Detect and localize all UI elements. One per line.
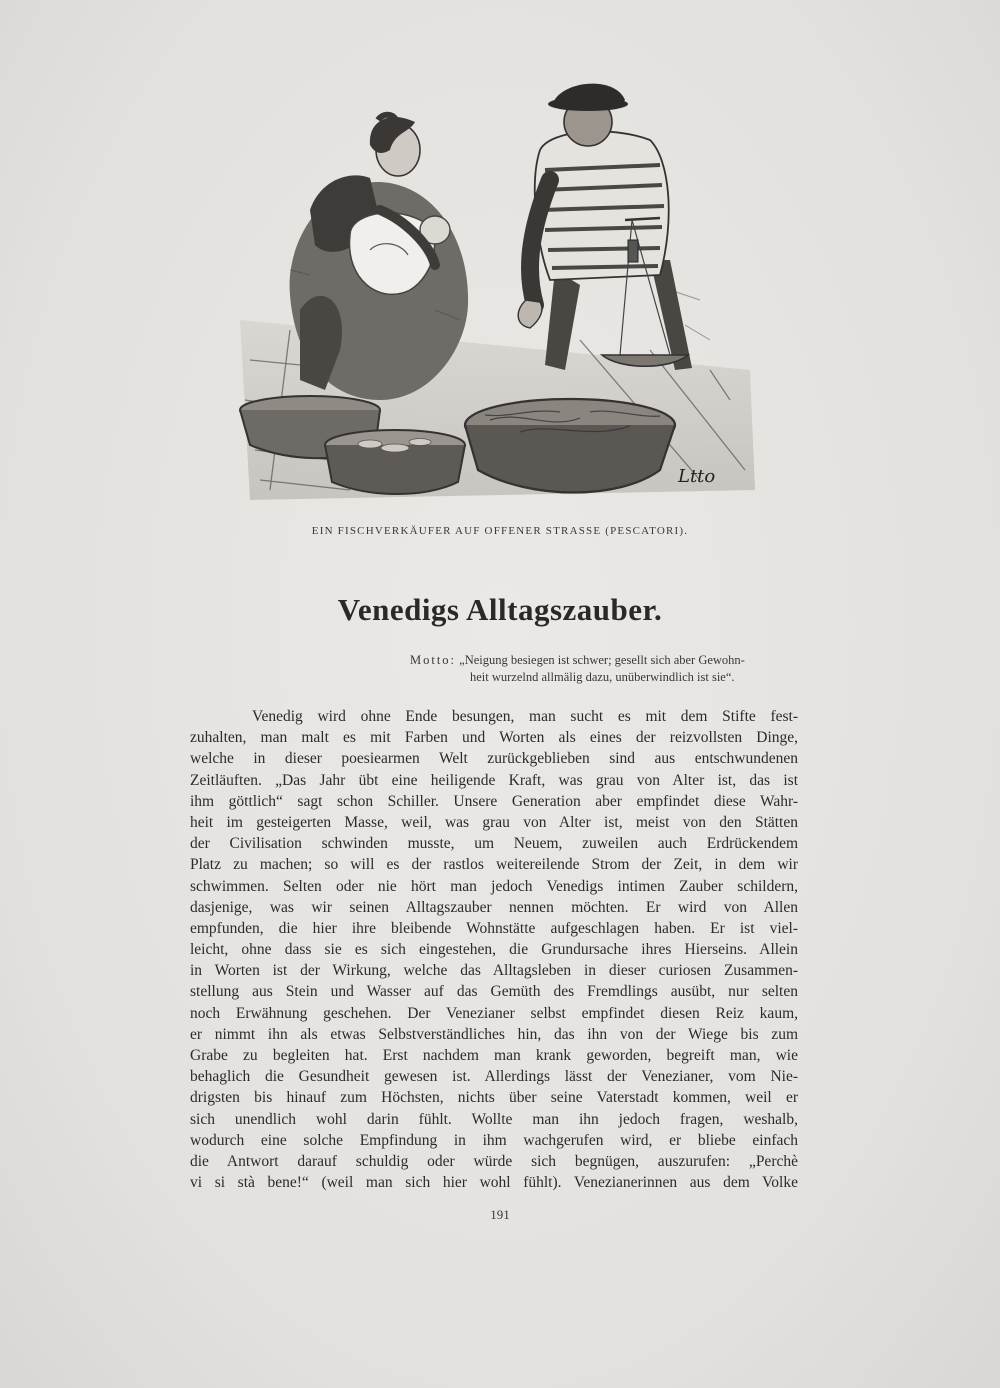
body-line: stellung aus Stein und Wasser auf das Gemüth des Fremdlings ausübt, nur selten	[190, 983, 798, 1001]
body-line: dasjenige, was wir seinen Alltagszauber nennen möchten. Er wird von Allen	[190, 898, 798, 916]
body-line: schwimmen. Selten oder nie hört man jedoch Venedigs intimen Zauber schildern,	[190, 877, 798, 895]
body-line: heit im gesteigerten Masse, weil, was grau von Alter ist, meist von den Stätten	[190, 813, 798, 831]
motto-line-1	[410, 652, 800, 669]
body-line: noch Erwähnung geschehen. Der Venezianer selbst empfindet diesen Reiz kaum,	[190, 1004, 798, 1022]
motto-label: Motto:	[410, 653, 457, 667]
motto-line-2: heit wurzelnd allmälig dazu, unüberwindlich ist sie“.	[470, 670, 735, 684]
body-line: Platz zu machen; so will es der rastlos weitereilende Strom der Zeit, in dem wir	[190, 856, 798, 874]
body-line: Grabe zu begleiten hat. Erst nachdem man krank geworden, begreift man, wie	[190, 1047, 798, 1064]
body-line: leicht, ohne dass sie es sich eingestehen, die Grundursache ihres Hierseins. Allein	[190, 941, 798, 959]
body-line: Venedig wird ohne Ende besungen, man sucht es mit dem Stifte fest-	[252, 708, 798, 725]
page-number: 191	[490, 1207, 510, 1222]
body-line: zuhalten, man malt es mit Farben und Worten als eines der reizvollsten Dinge,	[190, 729, 798, 747]
motto-block	[410, 652, 800, 686]
body-line: er nimmt ihn als etwas Selbstverständliches hin, das ihn von der Wiege bis zum	[190, 1025, 798, 1043]
illustration-drawing	[230, 70, 760, 510]
article-body	[190, 706, 798, 1193]
body-line: vi si stà bene!“ (weil man sich hier wohl fühlt). Venezianerinnen aus dem Volke	[190, 1174, 798, 1192]
body-line: wodurch eine solche Empfindung in ihm wachgerufen wird, er bliebe einfach	[190, 1131, 798, 1149]
illustration-caption: EIN FISCHVERKÄUFER AUF OFFENER STRASSE (PESCATORI).	[311, 525, 689, 537]
body-line: welche in dieser poesiearmen Welt zurückgeblieben sind aus entschwundenen	[190, 750, 798, 768]
body-line: sich unendlich wohl darin fühlt. Wollte man ihn jedoch fragen, weshalb,	[190, 1110, 798, 1128]
body-line: in Worten ist der Wirkung, welche das Alltagsleben in dieser curiosen Zusammen-	[190, 962, 798, 980]
body-line: Zeitläuften. „Das Jahr übt eine heiligende Kraft, was grau von Alter ist, das ist	[190, 771, 798, 789]
body-line: der Civilisation schwinden musste, um Neuem, zuweilen auch Erdrückendem	[190, 835, 798, 853]
body-line: behaglich die Gesundheit gewesen ist. Allerdings lässt der Venezianer, vom Nie-	[190, 1068, 798, 1086]
body-line: die Antwort darauf schuldig oder würde sich begnügen, auszurufen: „Perchè	[190, 1152, 798, 1170]
motto-text-1: „Neigung besiegen ist schwer; gesellt sich aber Gewohn-	[459, 653, 745, 667]
body-line: empfunden, die hier ihre bleibende Wohnstätte aufgeschlagen haben. Er ist viel-	[190, 919, 798, 937]
artist-signature: Ltto	[678, 466, 716, 487]
article-title: Venedigs Alltagszauber.	[337, 592, 663, 627]
body-line: ihm göttlich“ sagt schon Schiller. Unsere Generation aber empfindet diese Wahr-	[190, 792, 798, 810]
fish-seller-illustration	[230, 70, 760, 510]
body-line: drigsten bis hinauf zum Höchsten, nichts über seine Vaterstadt kommen, weil er	[190, 1089, 798, 1107]
